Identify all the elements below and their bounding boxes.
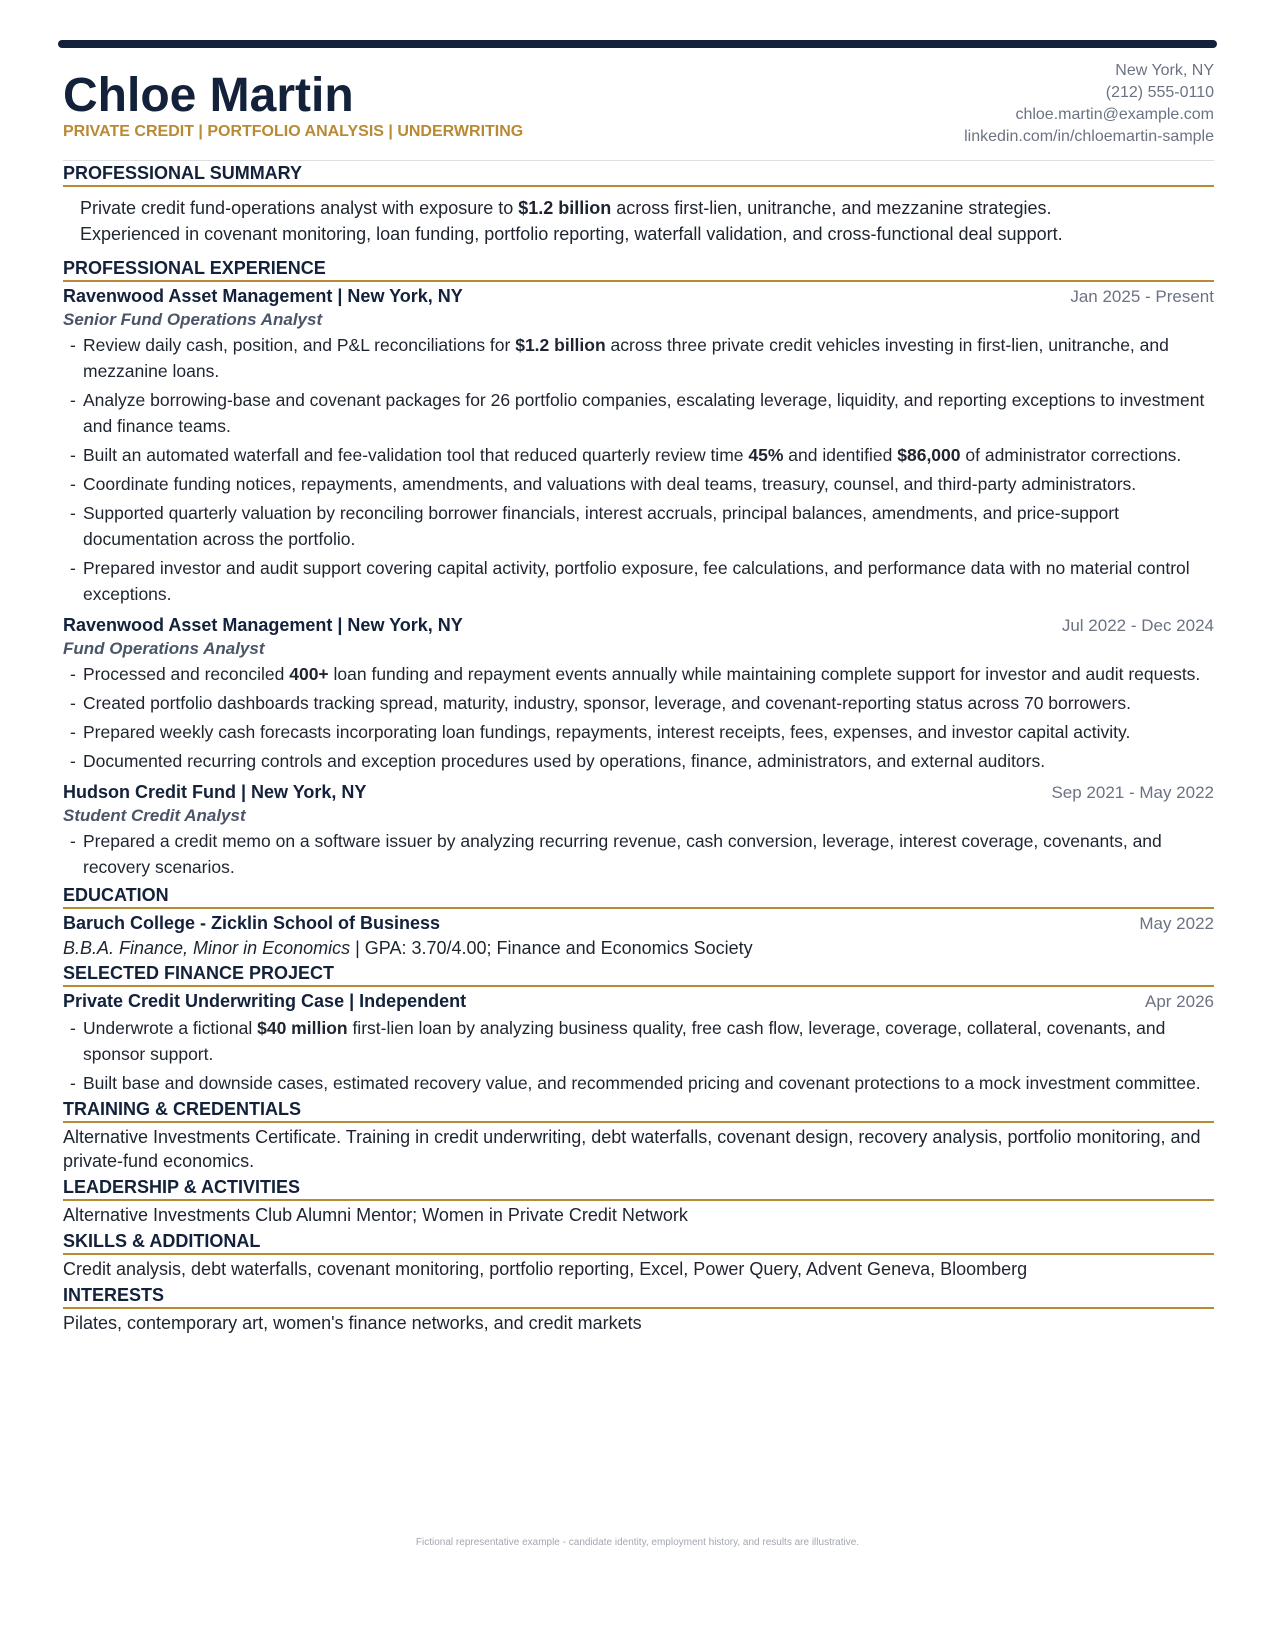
education-head [63,911,1214,936]
job-role: Senior Fund Operations Analyst [63,310,323,329]
leadership-text: Alternative Investments Club Alumni Mentor; Women in Private Credit Network [63,1205,688,1225]
job-dates: Jul 2022 - Dec 2024 [1061,616,1214,635]
contact-location: New York, NY [1115,62,1214,79]
bullet-item [63,387,1214,439]
footer-disclaimer: Fictional representative example - candidate identity, employment history, and results are illustrative. [415,1537,860,1548]
bullet-text: Coordinate funding notices, repayments, amendments, and valuations with deal teams, treasury, counsel, and third-party administrators. [83,474,1137,494]
jobs-list [63,284,1214,880]
education-degree-line [63,936,1214,960]
job-dates: Jan 2025 - Present [1070,287,1214,306]
job-company: Ravenwood Asset Management | New York, NY [63,615,463,635]
bullet-text: loan funding and repayment events annually while maintaining complete support for investor and audit requests. [328,664,1201,684]
resume-page [63,57,1214,1335]
section-title-skills: SKILLS & ADDITIONAL [63,1231,1214,1255]
bullet-text: Processed and reconciled [83,664,290,684]
summary-line-1-post: across first-lien, unitranche, and mezzanine strategies. [611,198,1052,218]
bullet-text: and identified [783,445,898,465]
bullet-item [63,1070,1214,1096]
job-role: Student Credit Analyst [63,806,246,825]
project-head [63,989,1214,1014]
candidate-tagline: PRIVATE CREDIT | PORTFOLIO ANALYSIS | UNDERWRITING [63,123,524,140]
top-accent-bar [58,40,1217,48]
bullet-item [63,500,1214,552]
job-bullets [63,661,1214,774]
bullet-item [63,748,1214,774]
job-role: Fund Operations Analyst [63,639,265,658]
contact-block [964,60,1214,148]
job-entry [63,284,1214,607]
contact-phone: (212) 555-0110 [1105,84,1214,101]
section-title-project: SELECTED FINANCE PROJECT [63,963,1214,987]
bullet-item [63,1015,1214,1067]
education-date: May 2022 [1139,914,1214,933]
job-company: Hudson Credit Fund | New York, NY [63,782,367,802]
bullet-item [63,661,1214,687]
education-section [63,885,1214,960]
education-school: Baruch College - Zicklin School of Business [63,913,441,933]
bullet-text: Prepared weekly cash forecasts incorporating loan fundings, repayments, interest receipts, fees, expenses, and investor capital activity. [83,722,1131,742]
bullet-highlight: $86,000 [897,445,961,465]
bullet-item [63,471,1214,497]
bullet-text: Supported quarterly valuation by reconciling borrower financials, interest accruals, principal balances, amendments, and price-support documentation across the portfolio. [83,503,1119,549]
job-bullets [63,828,1214,880]
bullet-item [63,442,1214,468]
bullet-text: of administrator corrections. [960,445,1182,465]
bullet-text: Underwrote a fictional [83,1018,258,1038]
bullet-text: Documented recurring controls and exception procedures used by operations, finance, administrators, and external auditors. [83,751,1046,771]
project-bullets [63,1015,1214,1096]
section-title-summary: PROFESSIONAL SUMMARY [63,163,1214,187]
project-section [63,963,1214,1096]
job-head [63,613,1214,638]
job-entry [63,780,1214,880]
section-title-education: EDUCATION [63,885,1214,909]
bullet-text: Analyze borrowing-base and covenant packages for 26 portfolio companies, escalating leverage, liquidity, and reporting exceptions to investment and finance teams. [83,390,1205,436]
bullet-highlight: 45% [748,445,784,465]
interests-text: Pilates, contemporary art, women's finance networks, and credit markets [63,1313,642,1333]
interests-section [63,1285,1214,1335]
summary-line-2: Experienced in covenant monitoring, loan funding, portfolio reporting, waterfall validation, and cross-functional deal support. [80,224,1063,244]
training-section [63,1099,1214,1173]
education-details: | GPA: 3.70/4.00; Finance and Economics Society [350,938,753,958]
bullet-text: Built an automated waterfall and fee-validation tool that reduced quarterly review time [83,445,749,465]
summary-line-1 [80,195,1214,221]
bullet-item [63,719,1214,745]
bullet-text: Prepared investor and audit support covering capital activity, portfolio exposure, fee calculations, and performance data with no material control exceptions. [83,558,1190,604]
project-name: Private Credit Underwriting Case | Independent [63,991,467,1011]
summary-line-1-pre: Private credit fund-operations analyst with exposure to [80,198,519,218]
bullet-text: across three private credit vehicles investing in first-lien, unitranche, and mezzanine loans. [83,335,1169,381]
project-date: Apr 2026 [1145,992,1214,1011]
summary-section [63,163,1214,247]
bullet-text: Created portfolio dashboards tracking spread, maturity, industry, sponsor, leverage, and covenant-reporting status across 70 borrowers. [83,693,1131,713]
bullet-highlight: 400+ [289,664,329,684]
skills-text: Credit analysis, debt waterfalls, covenant monitoring, portfolio reporting, Excel, Power Query, Advent Geneva, Bloomberg [63,1259,1028,1279]
section-title-training: TRAINING & CREDENTIALS [63,1099,1214,1123]
job-head [63,780,1214,805]
section-title-interests: INTERESTS [63,1285,1214,1309]
section-title-leadership: LEADERSHIP & ACTIVITIES [63,1177,1214,1201]
bullet-item [63,690,1214,716]
bullet-highlight: $1.2 billion [515,335,606,355]
bullet-item [63,828,1214,880]
section-title-experience: PROFESSIONAL EXPERIENCE [63,258,1214,282]
resume-header [63,57,1214,161]
contact-linkedin: linkedin.com/in/chloemartin-sample [964,128,1214,145]
experience-section [63,258,1214,880]
summary-text [63,187,1214,247]
bullet-text: Built base and downside cases, estimated recovery value, and recommended pricing and covenant protections to a mock investment committee. [83,1073,1201,1093]
bullet-item [63,555,1214,607]
candidate-name: Chloe Martin [63,69,354,122]
skills-section [63,1231,1214,1281]
job-entry [63,613,1214,774]
job-head [63,284,1214,309]
summary-highlight: $1.2 billion [518,198,612,218]
leadership-section [63,1177,1214,1227]
job-company: Ravenwood Asset Management | New York, NY [63,286,463,306]
bullet-highlight: $40 million [257,1018,348,1038]
bullet-text: Review daily cash, position, and P&L reconciliations for [83,335,516,355]
contact-email: chloe.martin@example.com [1015,106,1214,123]
training-text: Alternative Investments Certificate. Training in credit underwriting, debt waterfalls, covenant design, recovery analysis, portfolio monitoring, and private-fund economics. [63,1127,1201,1171]
job-dates: Sep 2021 - May 2022 [1051,783,1214,802]
bullet-text: Prepared a credit memo on a software issuer by analyzing recurring revenue, cash conversion, leverage, interest coverage, covenants, and recovery scenarios. [83,831,1162,877]
education-degree: B.B.A. Finance, Minor in Economics [63,938,351,958]
bullet-text: first-lien loan by analyzing business quality, free cash flow, leverage, coverage, collateral, covenants, and sponsor support. [83,1018,1166,1064]
bullet-item [63,332,1214,384]
job-bullets [63,332,1214,607]
